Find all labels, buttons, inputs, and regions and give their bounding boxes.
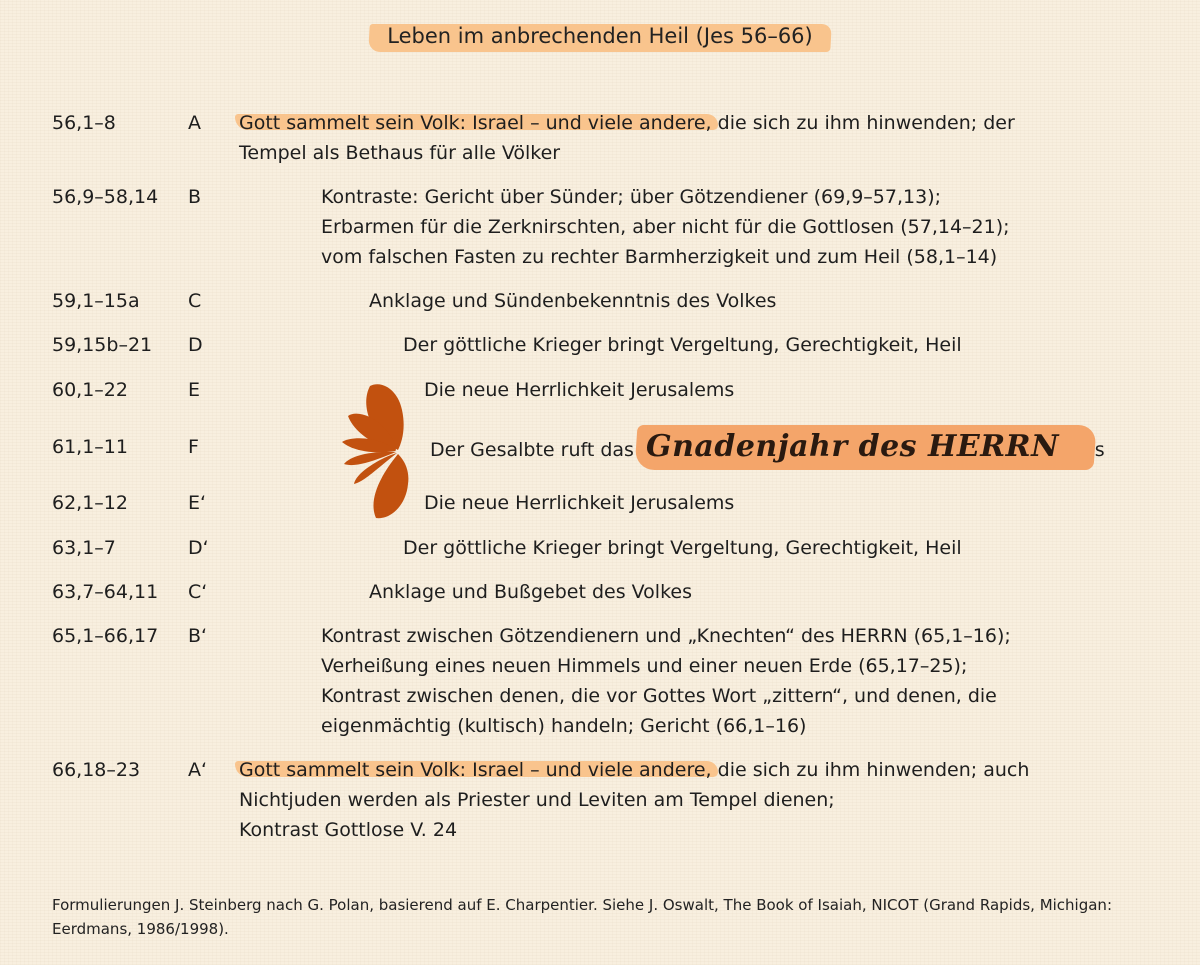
description-line: die sich zu ihm hinwenden; auch — [711, 759, 1030, 781]
row-description — [369, 577, 692, 607]
description-line: Erbarmen für die Zerknirschten, aber nicht für die Gottlosen (57,14–21); — [321, 216, 1010, 238]
structure-letter: C‘ — [188, 581, 208, 603]
structure-letter: B — [188, 186, 202, 208]
scripture-reference: 62,1–12 — [52, 492, 128, 514]
description-line: Verheißung eines neuen Himmels und einer neuen Erde (65,17–25); — [321, 655, 968, 677]
row-description — [239, 108, 1015, 168]
description-line: vom falschen Fasten zu rechter Barmherzigkeit und zum Heil (58,1–14) — [321, 246, 998, 268]
description-line: Die neue Herrlichkeit Jerusalems — [424, 492, 735, 514]
description-line: Der göttliche Krieger bringt Vergeltung, Gerechtigkeit, Heil — [403, 537, 962, 559]
description-line: Kontrast zwischen Götzendienern und „Knechten“ des HERRN (65,1–16); — [321, 625, 1011, 647]
description-line: Nichtjuden werden als Priester und Leviten am Tempel dienen; — [239, 789, 835, 811]
description-line: Der göttliche Krieger bringt Vergeltung, Gerechtigkeit, Heil — [403, 334, 962, 356]
structure-letter: A‘ — [188, 759, 208, 781]
description-line: Tempel als Bethaus für alle Völker — [239, 142, 561, 164]
row-description — [321, 182, 1010, 272]
row-description — [424, 488, 734, 518]
scripture-reference: 60,1–22 — [52, 379, 128, 401]
scripture-reference: 56,1–8 — [52, 112, 116, 134]
highlighted-phrase: Gott sammelt sein Volk: Israel – und viele andere, — [239, 112, 712, 134]
description-line: Kontrast Gottlose V. 24 — [239, 819, 458, 841]
description-line: Kontraste: Gericht über Sünder; über Götzendiener (69,9–57,13); — [321, 186, 942, 208]
footnote: Formulierungen J. Steinberg nach G. Polan, basierend auf E. Charpentier. Siehe J. Oswalt, The Book of Isaiah, NICOT (Grand Rapids, Michigan: Eerdmans, 1986/1998). — [52, 896, 1112, 938]
scripture-reference: 66,18–23 — [52, 759, 141, 781]
description-line: eigenmächtig (kultisch) handeln; Gericht (66,1–16) — [321, 715, 807, 737]
highlighted-phrase: Gott sammelt sein Volk: Israel – und viele andere, — [239, 759, 712, 781]
description-suffix: aus — [1071, 439, 1105, 461]
structure-letter: E‘ — [188, 492, 207, 514]
description-line: Kontrast zwischen denen, die vor Gottes Wort „zittern“, und denen, die — [321, 685, 997, 707]
scripture-reference: 56,9–58,14 — [52, 186, 159, 208]
scripture-reference: 59,15b–21 — [52, 334, 153, 356]
description-line: die sich zu ihm hinwenden; der — [711, 112, 1015, 134]
scripture-reference: 59,1–15a — [52, 290, 140, 312]
structure-letter: D‘ — [188, 537, 209, 559]
title-container — [0, 18, 1200, 54]
scripture-reference: 63,1–7 — [52, 537, 116, 559]
leaf-ornament-icon — [340, 380, 420, 522]
row-description — [239, 755, 1029, 845]
row-description — [369, 286, 776, 316]
structure-letter: E — [188, 379, 201, 401]
emphasis-phrase: Gnadenjahr des HERRN — [640, 429, 1065, 464]
row-description — [403, 533, 962, 563]
description-line: Die neue Herrlichkeit Jerusalems — [424, 379, 735, 401]
row-description — [424, 375, 734, 405]
description-line: Anklage und Sündenbekenntnis des Volkes — [369, 290, 777, 312]
structure-letter: B‘ — [188, 625, 208, 647]
row-description — [403, 330, 962, 360]
structure-letter: C — [188, 290, 202, 312]
scripture-reference: 63,7–64,11 — [52, 581, 159, 603]
structure-letter: D — [188, 334, 203, 356]
scripture-reference: 61,1–11 — [52, 436, 128, 458]
description-prefix: Der Gesalbte ruft das — [430, 439, 634, 461]
row-description — [430, 429, 1105, 465]
structure-letter: F — [188, 436, 199, 458]
page-title: Leben im anbrechenden Heil (Jes 56–66) — [371, 18, 829, 54]
structure-letter: A — [188, 112, 201, 134]
description-line: Anklage und Bußgebet des Volkes — [369, 581, 692, 603]
scripture-reference: 65,1–66,17 — [52, 625, 159, 647]
row-description — [321, 621, 1011, 741]
